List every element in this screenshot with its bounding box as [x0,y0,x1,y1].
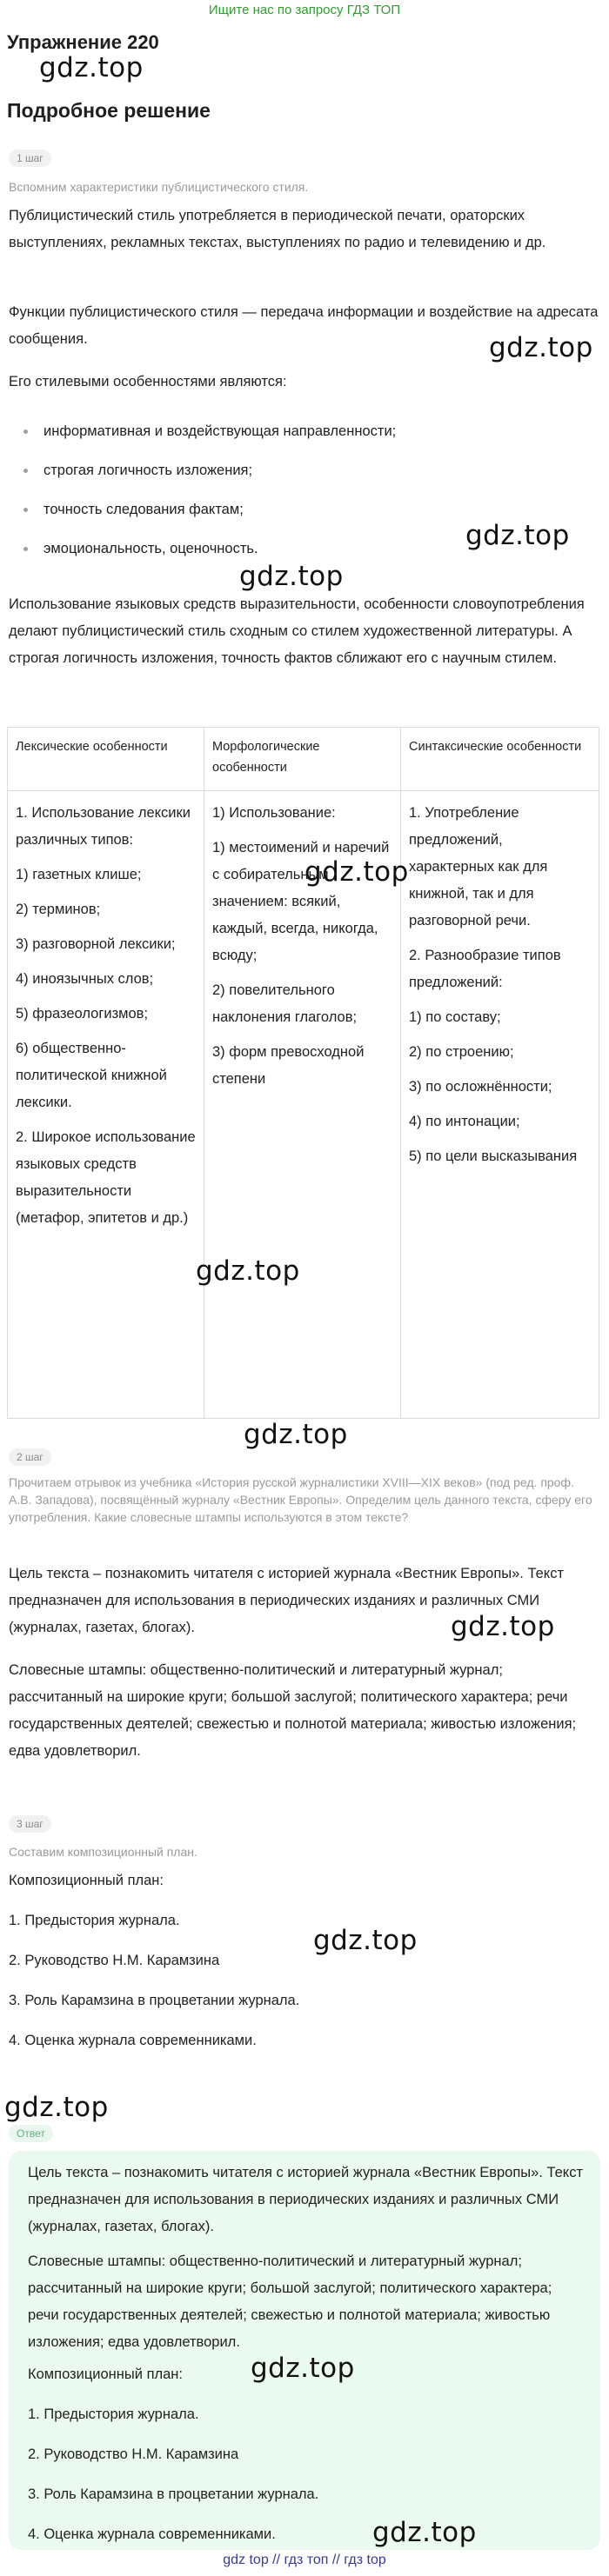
footer-link[interactable]: гдз топ [284,2553,329,2567]
watermark: gdz.top [39,52,144,83]
list-item: информативная и воздействующая направленности; [9,418,600,457]
step1-paragraph-3: Его стилевыми особенностями являются: [9,374,287,389]
plan-item: 1. Предыстория журнала. [9,1913,180,1928]
step-badge-3: 3 шаг [9,1815,51,1833]
step3-task: Составим композиционный план. [9,1845,197,1859]
table-header: Лексические особенности [8,728,204,791]
table-row [8,791,599,1419]
list-item: эмоциональность, оценочность. [9,536,600,575]
step1-paragraph-1: Публицистический стиль употребляется в периодической печати, ораторских выступлениях, рекламных текстах, выступлениях по радио и телевидению и др. [9,208,546,250]
step1-task: Вспомним характеристики публицистического стиля. [9,180,309,194]
top-banner[interactable]: Ищите нас по запросу ГДЗ ТОП [208,3,401,17]
step2-task: Прочитаем отрывок из учебника «История русской журналистики XVIII—XIX веков» (под ред. проф. А.В. Западова), посвящённый журналу «Вестник Европы». Определим цель данного текста, сферу его употребления. Какие словесные штампы используются в этом тексте? [9,1475,592,1524]
footer-separator: // [272,2553,281,2567]
answer-paragraph-2: Словесные штампы: общественно-политический и литературный журнал; рассчитанный на широкие круги; большой заслугой; политического характера; речи государственных деятелей; свежестью и полнотой материала; живостью изложения; едва удовлетворил. [28,2253,552,2350]
table-cell-lexical: 1. Использование лексики различных типов: 1) газетных клише; 2) терминов; 3) разговорной лексики; 4) иноязычных слов; 5) фразеологизмов; 6) общественно-политической книжной лексики. 2. Широкое использование языковых средств выразительности (метафор, эпитетов и др.) [8,791,204,1419]
plan-intro: Композиционный план: [9,1873,164,1888]
bullet-icon [23,429,28,434]
bullet-icon [23,469,28,473]
watermark: gdz.top [489,332,593,363]
watermark: gdz.top [4,2092,109,2123]
step-badge-1: 1 шаг [9,150,51,167]
answer-paragraph-1: Цель текста – познакомить читателя с историей журнала «Вестник Европы». Текст предназначен для использования в периодических изданиях и различных СМИ (журналах, газетах, блогах). [28,2165,584,2234]
table-header: Синтаксические особенности [401,728,599,791]
footer-separator: // [331,2553,340,2567]
features-table [7,727,599,1419]
list-item: строгая логичность изложения; [9,457,600,496]
list-item: точность следования фактам; [9,496,600,536]
footer-link[interactable]: gdz top [223,2553,269,2567]
step-badge-2: 2 шаг [9,1448,51,1466]
solution-title: Подробное решение [7,99,211,122]
watermark: gdz.top [239,561,344,592]
step1-paragraph-4: Использование языковых средств выразительности, особенности словоупотребления делают публицистический стиль сходным со стилем художественной литературы. А строгая логичность изложения, точность фактов сближают его с научным стилем. [9,596,585,666]
table-cell-morphological: 1) Использование: 1) местоимений и наречий с собирательным значением: всякий, каждый, всегда, никогда, всюду; 2) повелительного наклонения глаголов; 3) форм превосходной степени [204,791,401,1419]
step1-paragraph-2: Функции публицистического стиля — передача информации и воздействие на адресата сообщения. [9,304,599,347]
answer-plan-item: 4. Оценка журнала современниками. [28,2526,276,2542]
watermark: gdz.top [451,1611,555,1642]
watermark: gdz.top [304,856,409,888]
watermark: gdz.top [313,1925,418,1956]
plan-item: 3. Роль Карамзина в процветании журнала. [9,1993,300,2008]
answer-badge: Ответ [9,2125,53,2142]
plan-item: 4. Оценка журнала современниками. [9,2033,257,2048]
answer-plan-item: 2. Руководство Н.М. Карамзина [28,2446,239,2462]
step2-paragraph-1: Цель текста – познакомить читателя с историей журнала «Вестник Европы». Текст предназначен для использования в периодических изданиях и различных СМИ (журналах, газетах, блогах). [9,1566,565,1635]
watermark: gdz.top [251,2353,355,2384]
answer-plan-item: 3. Роль Карамзина в процветании журнала. [28,2486,319,2502]
table-cell-syntactic: 1. Употребление предложений, характерных как для книжной, так и для разговорной речи. 2. Разнообразие типов предложений: 1) по составу; 2) по строению; 3) по осложнённости; 4) по интонации; 5) по цели высказывания [401,791,599,1419]
table-header-row [8,728,599,791]
exercise-title: Упражнение 220 [7,31,159,53]
watermark: gdz.top [372,2517,477,2548]
answer-box [9,2151,600,2550]
bullet-icon [23,508,28,512]
watermark: gdz.top [196,1255,300,1287]
answer-plan-item: 1. Предыстория журнала. [28,2406,199,2422]
feature-list [9,418,600,575]
step2-paragraph-2: Словесные штампы: общественно-политический и литературный журнал; рассчитанный на широкие круги; большой заслугой; политического характера; речи государственных деятелей; свежестью и полнотой материала; живостью изложения; едва удовлетворил. [9,1662,577,1759]
footer-links [0,2553,609,2568]
footer-link[interactable]: гдз top [344,2553,386,2567]
watermark: gdz.top [244,1419,348,1450]
watermark: gdz.top [465,520,570,551]
bullet-icon [23,547,28,551]
table-header: Морфологические особенности [204,728,401,791]
answer-plan-intro: Композиционный план: [28,2366,184,2382]
plan-item: 2. Руководство Н.М. Карамзина [9,1953,220,1968]
